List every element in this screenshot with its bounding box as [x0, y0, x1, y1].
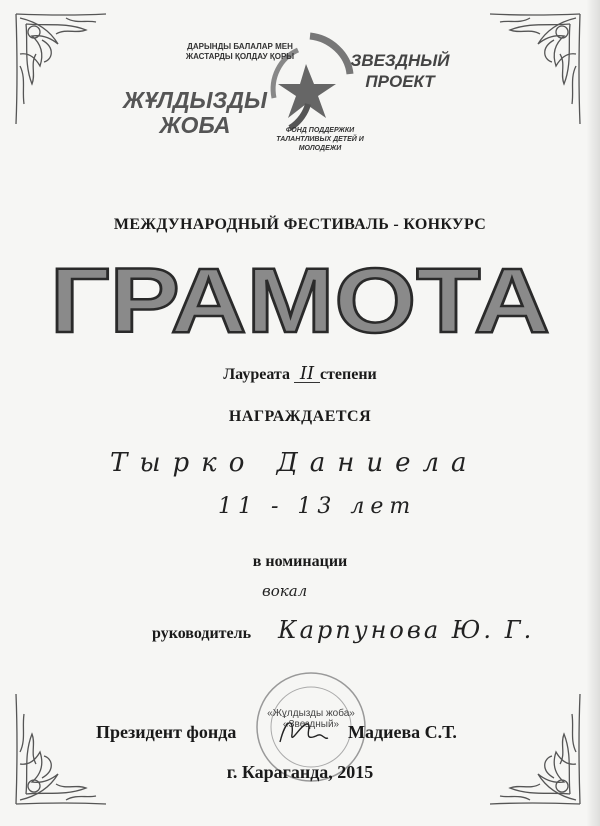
supervisor-name: Карпунова Ю. Г.	[278, 616, 535, 644]
laureate-prefix: Лауреата	[223, 366, 290, 383]
corner-ornament-bottom-right	[480, 684, 590, 814]
star-project-logo	[120, 28, 480, 158]
laureate-suffix: степени	[319, 366, 377, 383]
corner-ornament-top-right	[480, 4, 590, 134]
logo-name-ru-line2: ПРОЕКТ	[365, 72, 435, 91]
certificate-title	[40, 256, 560, 348]
logo-name-ru-line1: ЗВЕЗДНЫЙ	[350, 51, 450, 70]
stamp-text: «Жұлдызды жоба» «Звездный»	[267, 708, 355, 730]
corner-ornament-bottom-left	[6, 684, 116, 814]
recipient-age: 11 - 13 лет	[218, 494, 417, 519]
corner-ornament-top-left	[6, 4, 116, 134]
president-name: Мадиева С.Т.	[348, 722, 457, 742]
logo-name-kz	[120, 88, 270, 138]
logo-name-kz-line1: ЖҰЛДЫЗДЫ	[123, 87, 267, 113]
logo-name-ru	[330, 50, 470, 92]
president-label: Президент фонда	[96, 722, 237, 742]
laureate-line	[0, 363, 600, 384]
logo-fund-ru: ФОНД ПОДДЕРЖКИ ТАЛАНТЛИВЫХ ДЕТЕЙ И МОЛОДЕЖИ	[276, 127, 364, 152]
awarded-heading: НАГРАЖДАЕТСЯ	[228, 408, 372, 425]
logo-name-kz-line2: ЖОБА	[159, 112, 231, 138]
certificate-title-text: ГРАМОТА	[50, 256, 550, 348]
nomination-label: в номинации	[252, 553, 348, 570]
nomination-value: вокал	[262, 582, 308, 600]
supervisor-label: руководитель	[152, 625, 252, 642]
logo-org-kz: ДАРЫНДЫ БАЛАЛАР МЕН ЖАСТАРДЫ ҚОЛДАУ ҚОРЫ	[185, 42, 295, 61]
city-year: г. Караганда, 2015	[226, 762, 374, 782]
festival-heading: МЕЖДУНАРОДНЫЙ ФЕСТИВАЛЬ - КОНКУРС	[113, 216, 487, 233]
president-signature	[272, 712, 332, 752]
laureate-degree: II	[294, 366, 320, 383]
recipient-name: Тырко Даниела	[110, 448, 479, 478]
